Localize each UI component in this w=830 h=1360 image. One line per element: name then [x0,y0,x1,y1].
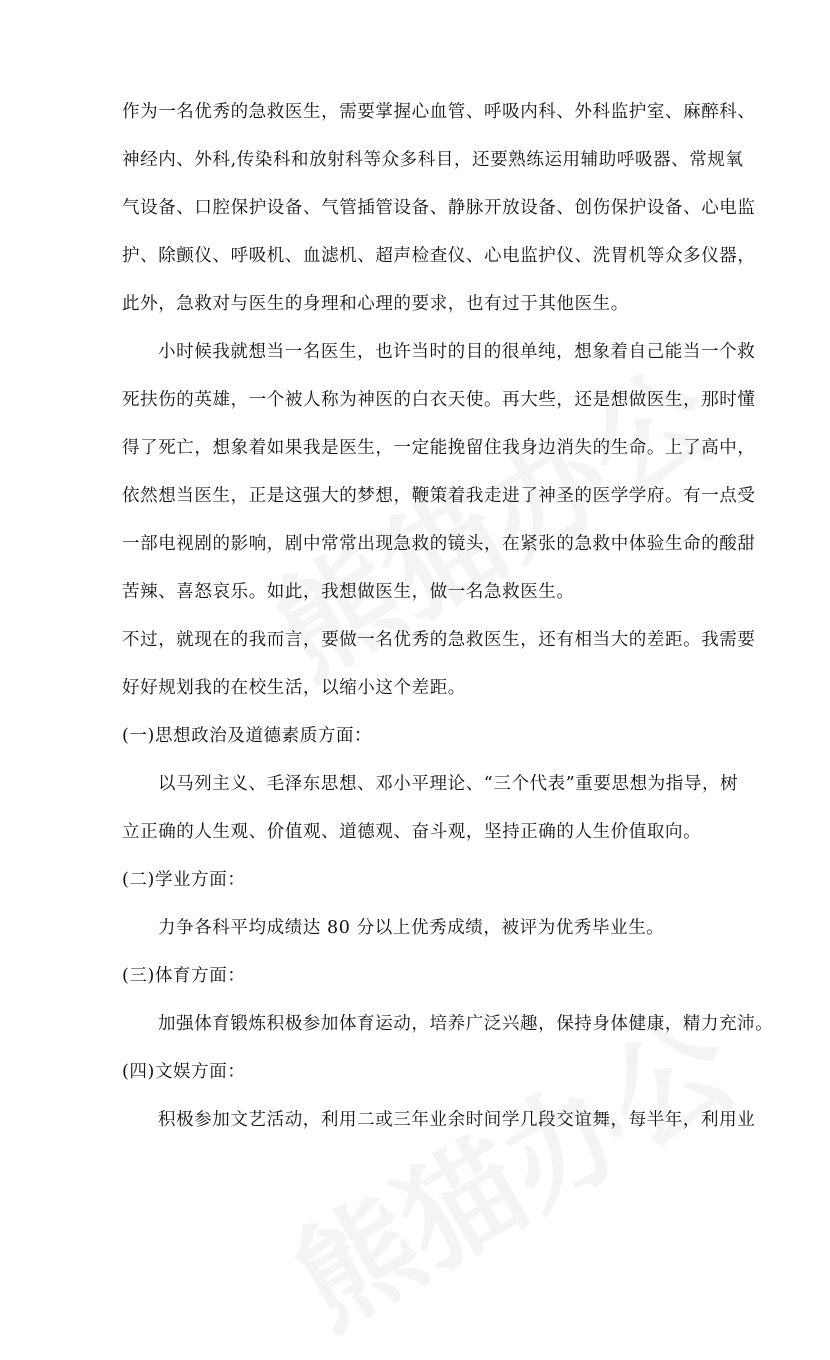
text-line: 气设备、口腔保护设备、气管插管设备、静脉开放设备、创伤保护设备、心电监 [122,198,756,218]
text-line: 不过，就现在的我而言，要做一名优秀的急救医生，还有相当大的差距。我需要 [122,630,756,650]
text-line: 小时候我就想当一名医生，也许当时的目的很单纯，想象着自己能当一个救 [158,342,756,362]
text-line: 此外，急救对与医生的身理和心理的要求，也有过于其他医生。 [122,294,629,314]
paragraph-3 [122,628,756,724]
section-heading: (四)文娱方面： [122,1062,246,1082]
section-heading: (一)思想政治及道德素质方面： [122,726,373,746]
section-1-body [122,772,739,868]
document-body [122,100,774,1132]
text-line: 一部电视剧的影响，剧中常常出现急救的镜头，在紧张的急救中体验生命的酸甜 [122,534,756,554]
paragraph-2 [122,340,756,628]
text-line: 护、除颤仪、呼吸机、血滤机、超声检查仪、心电监护仪、洗胃机等众多仪器， [122,246,756,266]
text-line: 死扶伤的英雄，一个被人称为神医的白衣天使。再大些，还是想做医生，那时懂 [122,390,756,410]
text-line: 立正确的人生观、价值观、道德观、奋斗观，坚持正确的人生价值取向。 [122,822,702,842]
section-4-body: 积极参加文艺活动，利用二或三年业余时间学几段交谊舞，每半年，利用业 [158,1110,756,1130]
text-line: 神经内、外科,传染科和放射科等众多科目，还要熟练运用辅助呼吸器、常规氧 [122,150,744,170]
text-line: 以马列主义、毛泽东思想、邓小平理论、“三个代表”重要思想为指导，树 [158,774,739,794]
section-heading: (二)学业方面： [122,870,246,890]
text-line: 得了死亡，想象着如果我是医生，一定能挽留住我身边消失的生命。上了高中， [122,438,756,458]
section-3-body: 加强体育锻炼积极参加体育运动，培养广泛兴趣，保持身体健康，精力充沛。 [158,1014,774,1034]
text-line: 依然想当医生，正是这强大的梦想，鞭策着我走进了神圣的医学学府。有一点受 [122,486,756,506]
paragraph-1 [122,100,756,340]
text-line: 苦辣、喜怒哀乐。如此，我想做医生，做一名急救医生。 [122,582,575,602]
text-line: 作为一名优秀的急救医生，需要掌握心血管、呼吸内科、外科监护室、麻醉科、 [122,102,756,122]
text-line: 好好规划我的在校生活，以缩小这个差距。 [122,678,466,698]
section-heading: (三)体育方面： [122,966,246,986]
section-2-body: 力争各科平均成绩达 80 分以上优秀成绩，被评为优秀毕业生。 [158,918,665,938]
